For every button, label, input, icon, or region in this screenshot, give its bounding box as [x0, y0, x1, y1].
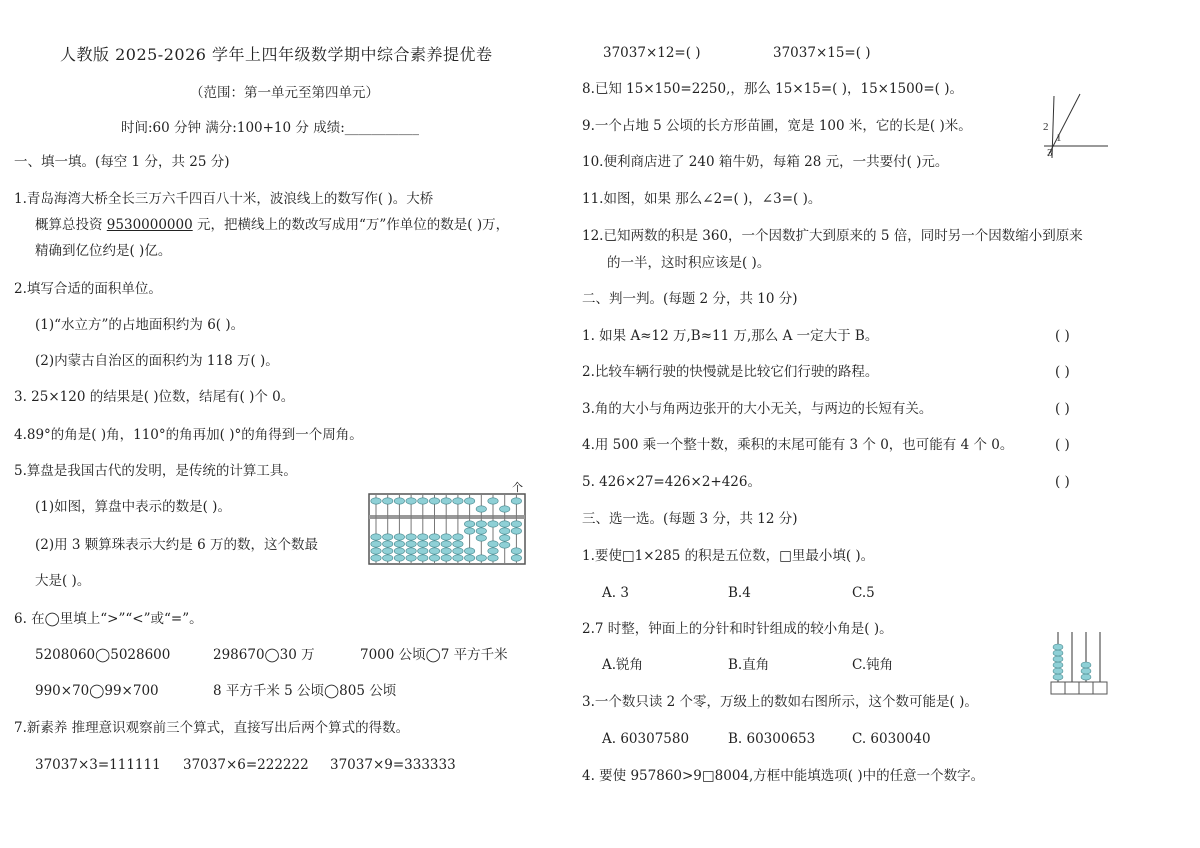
q1-underlined-number: 9530000000	[106, 217, 193, 233]
abacus-lower-bead	[371, 548, 381, 554]
angle-figure	[1040, 94, 1110, 164]
counter-bead	[1053, 656, 1063, 662]
page-title: 人教版 2025-2026 学年上四年级数学期中综合素养提优卷	[60, 45, 493, 64]
counter-bead	[1053, 650, 1063, 656]
abacus-lower-bead	[441, 555, 451, 561]
q5-1: (1)如图，算盘中表示的数是( )。	[35, 499, 231, 515]
abacus-lower-bead	[441, 541, 451, 547]
abacus-upper-bead	[371, 498, 381, 504]
abacus-lower-bead	[511, 555, 521, 561]
abacus-lower-bead	[371, 555, 381, 561]
choice-1-option-b: B.4	[728, 585, 751, 601]
q2-1: (1)“水立方”的占地面积约为 6( )。	[35, 317, 245, 333]
q7: 7.新素养 推理意识观察前三个算式，直接写出后两个算式的得数。	[14, 720, 410, 736]
abacus-lower-bead	[441, 548, 451, 554]
abacus-lower-bead	[406, 541, 416, 547]
abacus-lower-bead	[406, 548, 416, 554]
abacus-lower-bead	[500, 528, 510, 534]
abacus-upper-bead	[453, 498, 463, 504]
abacus-lower-bead	[488, 555, 498, 561]
q6: 6. 在◯里填上“>”“<”或“=”。	[14, 611, 203, 627]
abacus-lower-bead	[429, 541, 439, 547]
counter-figure	[1048, 630, 1110, 696]
abacus-lower-bead	[371, 541, 381, 547]
choice-3-option-a: A. 60307580	[602, 731, 690, 747]
q7-a: 37037×3=111111	[35, 757, 161, 773]
abacus-lower-bead	[476, 528, 486, 534]
abacus-lower-bead	[383, 555, 393, 561]
choice-1: 1.要使□1×285 的积是五位数，□里最小填( )。	[582, 548, 875, 564]
q7-c: 37037×9=333333	[330, 757, 456, 773]
abacus-upper-bead	[511, 498, 521, 504]
abacus-upper-bead	[488, 498, 498, 504]
abacus-lower-bead	[371, 534, 381, 540]
abacus-lower-bead	[464, 555, 474, 561]
q6-a: 5208060◯5028600	[35, 647, 171, 663]
abacus-lower-bead	[488, 521, 498, 527]
abacus-lower-bead	[476, 535, 486, 541]
q5-2: (2)用 3 颗算珠表示大约是 6 万的数，这个数最	[35, 537, 318, 553]
abacus-lower-bead	[476, 555, 486, 561]
exam-info: 时间:60 分钟 满分:100+10 分 成绩:___________	[121, 120, 419, 136]
abacus-lower-bead	[453, 555, 463, 561]
choice-1-option-c: C.5	[852, 585, 875, 601]
q5: 5.算盘是我国古代的发明，是传统的计算工具。	[14, 463, 297, 479]
abacus-upper-bead	[500, 506, 510, 512]
abacus-lower-bead	[488, 548, 498, 554]
judge-5: 5. 426×27=426×2+426。	[582, 474, 761, 490]
choice-3: 3.一个数只读 2 个零，万级上的数如右图所示，这个数可能是( )。	[582, 694, 978, 710]
abacus-upper-bead	[441, 498, 451, 504]
abacus-lower-bead	[394, 541, 404, 547]
judge-2-answer: ( )	[1055, 364, 1070, 380]
abacus-figure	[368, 493, 528, 568]
choice-1-option-a: A. 3	[602, 585, 629, 601]
abacus-lower-bead	[429, 548, 439, 554]
abacus-lower-bead	[383, 548, 393, 554]
abacus-lower-bead	[406, 534, 416, 540]
abacus-lower-bead	[476, 521, 486, 527]
abacus-lower-bead	[500, 535, 510, 541]
abacus-lower-bead	[511, 548, 521, 554]
q8: 8.已知 15×150=2250,，那么 15×15=( )，15×1500=( )。	[582, 81, 963, 97]
counter-bead	[1053, 662, 1063, 668]
abacus-lower-bead	[394, 548, 404, 554]
counter-base-cell	[1051, 682, 1065, 694]
abacus-lower-bead	[394, 555, 404, 561]
abacus-lower-bead	[453, 548, 463, 554]
abacus-lower-bead	[500, 542, 510, 548]
counter-bead	[1053, 644, 1063, 650]
q7-b: 37037×6=222222	[183, 757, 309, 773]
abacus-lower-bead	[394, 534, 404, 540]
choice-4: 4. 要使 957860>9□8004,方框中能填选项( )中的任意一个数字。	[582, 768, 985, 784]
judge-3-answer: ( )	[1055, 401, 1070, 417]
abacus-lower-bead	[383, 541, 393, 547]
q12-line2: 的一半，这时积应该是( )。	[607, 255, 771, 271]
abacus-beam	[369, 515, 525, 519]
exam-range: （范围：第一单元至第四单元）	[190, 85, 379, 101]
abacus-upper-bead	[476, 506, 486, 512]
q6-c: 7000 公顷◯7 平方千米	[360, 647, 508, 663]
section-3-heading: 三、选一选。(每题 3 分，共 12 分)	[582, 511, 798, 527]
q10: 10.便利商店进了 240 箱牛奶，每箱 28 元，一共要付( )元。	[582, 154, 949, 170]
choice-3-option-b: B. 60300653	[728, 731, 816, 747]
section-2-heading: 二、判一判。(每题 2 分，共 10 分)	[582, 291, 798, 307]
judge-2: 2.比较车辆行驶的快慢就是比较它们行驶的路程。	[582, 364, 879, 380]
abacus-lower-bead	[500, 521, 510, 527]
abacus-lower-bead	[464, 528, 474, 534]
judge-4-answer: ( )	[1055, 437, 1070, 453]
abacus-upper-bead	[394, 498, 404, 504]
counter-bead	[1053, 668, 1063, 674]
q7-d: 37037×12=( )	[603, 45, 701, 61]
angle-label-2: 2	[1043, 121, 1049, 133]
abacus-lower-bead	[418, 541, 428, 547]
abacus-lower-bead	[429, 555, 439, 561]
q4: 4.89°的角是( )角，110°的角再加( )°的角得到一个周角。	[14, 427, 363, 443]
judge-1-answer: ( )	[1055, 328, 1070, 344]
abacus-upper-bead	[406, 498, 416, 504]
judge-1: 1. 如果 A≈12 万,B≈11 万,那么 A 一定大于 B。	[582, 328, 879, 344]
angle-label-1: 1	[1056, 132, 1062, 144]
q7-e: 37037×15=( )	[773, 45, 871, 61]
angle-label-3: 3	[1047, 147, 1053, 159]
abacus-lower-bead	[511, 521, 521, 527]
q2-2: (2)内蒙古自治区的面积约为 118 万( )。	[35, 353, 279, 369]
q6-b: 298670◯30 万	[213, 647, 315, 663]
counter-bead	[1081, 662, 1091, 668]
q3: 3. 25×120 的结果是( )位数，结尾有( )个 0。	[14, 389, 295, 405]
counter-base-cell	[1079, 682, 1093, 694]
q11: 11.如图，如果 那么∠2=( )，∠3=( )。	[582, 191, 822, 207]
counter-bead	[1053, 674, 1063, 680]
abacus-ones-label: 个	[512, 481, 523, 494]
abacus-upper-bead	[464, 498, 474, 504]
q9: 9.一个占地 5 公顷的长方形苗圃，宽是 100 米，它的长是( )米。	[582, 118, 972, 134]
abacus-upper-bead	[429, 498, 439, 504]
abacus-lower-bead	[464, 548, 474, 554]
q1-line1: 1.青岛海湾大桥全长三万六千四百八十米，波浪线上的数写作( )。大桥	[14, 191, 434, 207]
section-1-heading: 一、填一填。(每空 1 分，共 25 分)	[14, 154, 230, 170]
q1-line3: 精确到亿位约是( )亿。	[35, 243, 172, 259]
abacus-lower-bead	[418, 555, 428, 561]
abacus-lower-bead	[488, 541, 498, 547]
abacus-lower-bead	[453, 541, 463, 547]
abacus-lower-bead	[406, 555, 416, 561]
judge-4: 4.用 500 乘一个整十数，乘积的末尾可能有 3 个 0，也可能有 4 个 0。	[582, 437, 1014, 453]
judge-5-answer: ( )	[1055, 474, 1070, 490]
choice-2-option-b: B.直角	[728, 657, 770, 673]
abacus-lower-bead	[418, 548, 428, 554]
choice-2-option-c: C.钝角	[852, 657, 894, 673]
q6-e: 8 平方千米 5 公顷◯805 公顷	[213, 683, 397, 699]
abacus-lower-bead	[441, 534, 451, 540]
judge-3: 3.角的大小与角两边张开的大小无关，与两边的长短有关。	[582, 401, 933, 417]
abacus-upper-bead	[418, 498, 428, 504]
q5-3: 大是( )。	[35, 573, 91, 589]
choice-3-option-c: C. 6030040	[852, 731, 931, 747]
abacus-upper-bead	[383, 498, 393, 504]
choice-2-option-a: A.锐角	[602, 657, 644, 673]
q12-line1: 12.已知两数的积是 360，一个因数扩大到原来的 5 倍，同时另一个因数缩小到原来	[582, 228, 1083, 244]
choice-2: 2.7 时整，钟面上的分针和时针组成的较小角是( )。	[582, 621, 893, 637]
counter-bead	[1081, 668, 1091, 674]
counter-base-cell	[1093, 682, 1107, 694]
counter-bead	[1081, 674, 1091, 680]
q6-d: 990×70◯99×700	[35, 683, 159, 699]
abacus-lower-bead	[453, 534, 463, 540]
counter-base-cell	[1065, 682, 1079, 694]
q2: 2.填写合适的面积单位。	[14, 281, 162, 297]
q1-line2: 概算总投资 9530000000 元，把横线上的数改写成用“万”作单位的数是( )万，	[35, 217, 510, 233]
abacus-lower-bead	[511, 528, 521, 534]
abacus-lower-bead	[418, 534, 428, 540]
abacus-lower-bead	[429, 534, 439, 540]
abacus-lower-bead	[464, 521, 474, 527]
abacus-lower-bead	[383, 534, 393, 540]
